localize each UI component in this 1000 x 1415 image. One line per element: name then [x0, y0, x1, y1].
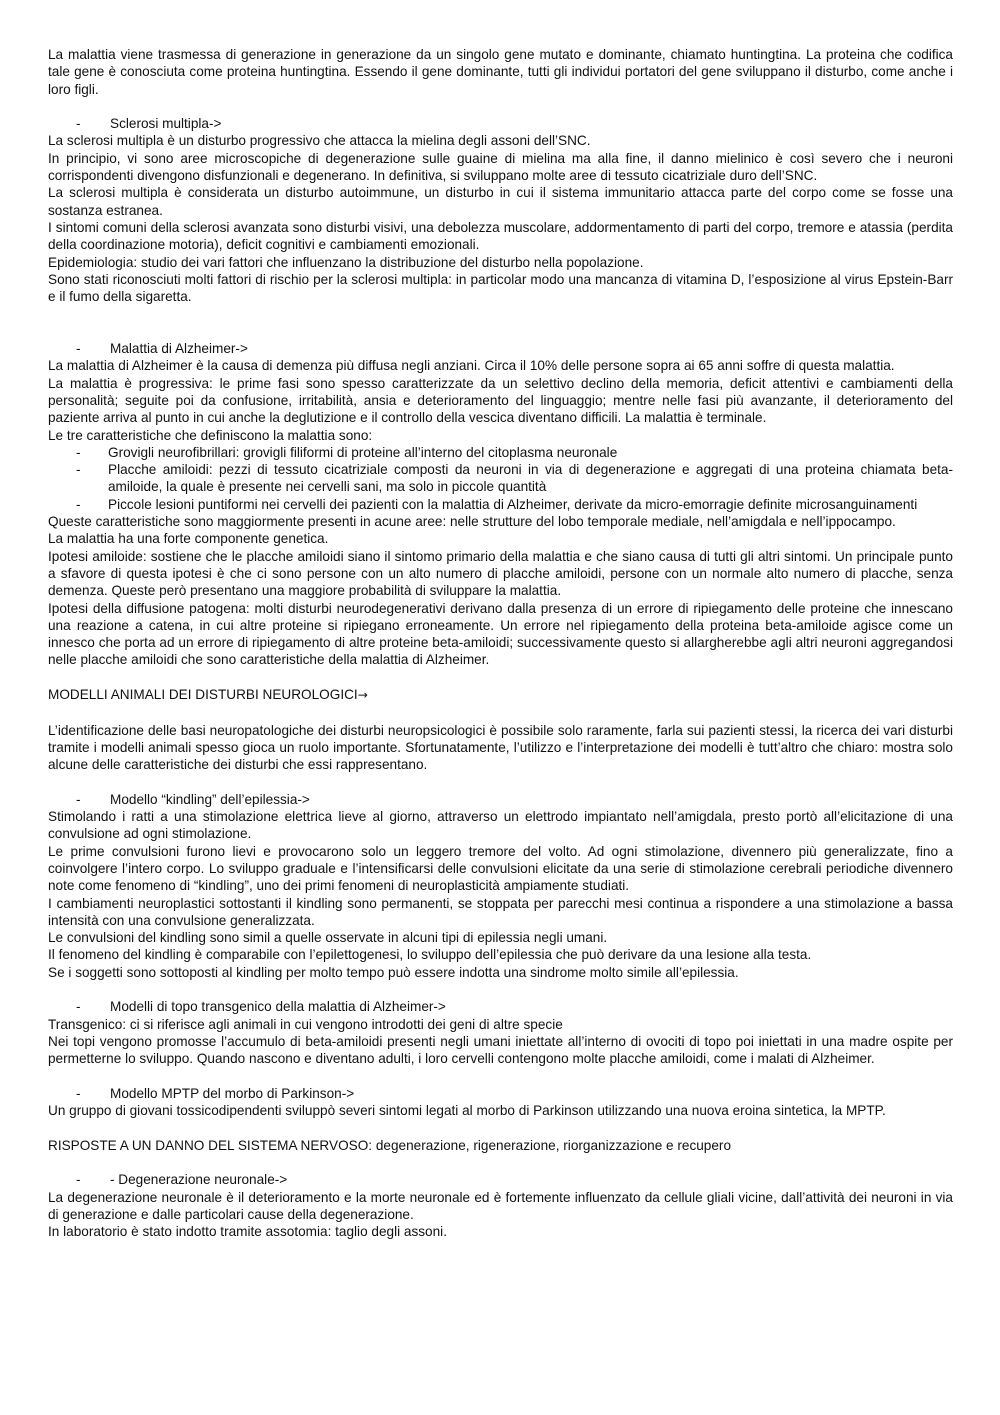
arrow-right-icon: → [357, 687, 368, 702]
paragraph: Un gruppo di giovani tossicodipendenti sviluppò severi sintomi legati al morbo di Parkinson utilizzando una nuova eroina sintetica, la MPTP. [48, 1103, 886, 1119]
bullet-text: Piccole lesioni puntiformi nei cervelli dei pazienti con la malattia di Alzheimer, derivate da micro-emorragie definite microsanguinamenti [108, 496, 918, 512]
subsection-heading [48, 998, 953, 1015]
paragraph: La malattia ha una forte componente genetica. [48, 531, 329, 547]
bullet-dash: - [76, 999, 81, 1015]
bullet-dash: - [76, 116, 81, 132]
bullet-text: Modelli di topo transgenico della malattia di Alzheimer-> [110, 999, 446, 1015]
section-heading-text: MODELLI ANIMALI DEI DISTURBI NEUROLOGICI [48, 686, 358, 702]
paragraph: Nei topi vengono promosse l’accumulo di beta-amiloidi presenti negli umani iniettate all’interno di ovociti di topo poi iniettati in una madre ospite per permetterne lo sviluppo. Quando nascono e diventano adulti, i loro cervelli contengono molte placche amiloidi, come i malati di Alzheimer. [48, 1033, 953, 1067]
section-heading-text: RISPOSTE A UN DANNO DEL SISTEMA NERVOSO: degenerazione, rigenerazione, riorganizzazione e recupero [48, 1137, 732, 1153]
bullet-item [48, 444, 953, 461]
spacer [48, 773, 953, 790]
bullet-item [48, 461, 953, 496]
paragraph: Epidemiologia: studio dei vari fattori che influenzano la distribuzione del disturbo nella popolazione. [48, 254, 644, 270]
bullet-text: Modello MPTP del morbo di Parkinson-> [110, 1085, 355, 1101]
bullet-text: Malattia di Alzheimer-> [110, 341, 248, 357]
paragraph: Se i soggetti sono sottoposti al kindling per molto tempo può essere indotta una sindrome molto simile all’epilessia. [48, 964, 739, 980]
paragraph: Ipotesi della diffusione patogena: molti disturbi neurodegenerativi derivano dalla presenza di un errore di ripiegamento delle proteine che innescano una reazione a catena, in cui altre proteine si ripiegano erroneamente. Un errore nel ripiegamento della proteina beta-amiloide agisce come un innesco che porta ad un errore di ripiegamento di altre proteine beta-amiloidi; successivamente questo si allargherebbe agli altri neuroni aggregandosi nelle placche amiloidi che sono caratteristiche della malattia di Alzheimer. [48, 600, 953, 668]
bullet-dash: - [76, 341, 81, 357]
spacer [48, 1068, 953, 1085]
spacer [48, 1154, 953, 1171]
bullet-text: Sclerosi multipla-> [110, 116, 222, 132]
bullet-dash: - [76, 1172, 81, 1188]
spacer [48, 305, 953, 340]
paragraph: Le tre caratteristiche che definiscono la malattia sono: [48, 427, 373, 443]
subsection-heading [48, 1085, 953, 1102]
document-page [48, 46, 953, 1240]
paragraph: Sono stati riconosciuti molti fattori di rischio per la sclerosi multipla: in particolar modo una mancanza di vitamina D, l’esposizione al virus Epstein-Barr e il fumo della sigaretta. [48, 271, 953, 305]
subsection-heading [48, 791, 953, 808]
paragraph: Le convulsioni del kindling sono simil a quelle osservate in alcuni tipi di epilessia negli umani. [48, 930, 608, 946]
bullet-dash: - [76, 791, 81, 807]
paragraph: La sclerosi multipla è considerata un disturbo autoimmune, un disturbo in cui il sistema immunitario attacca parte del corpo come se fosse una sostanza estranea. [48, 185, 953, 218]
paragraph: Ipotesi amiloide: sostiene che le placche amiloidi siano il sintomo primario della malattia e che siano causa di tutti gli altri sintomi. Un principale punto a sfavore di questa ipotesi è che ci sono persone con un alto numero di placche amiloidi, persone con un normale alto numero di placche, senza demenza. Queste però presentano una maggiore probabilità di sviluppare la malattia. [48, 548, 953, 599]
bullet-text: Modello “kindling” dell’epilessia-> [110, 791, 310, 807]
paragraph: In laboratorio è stato indotto tramite assotomia: taglio degli assoni. [48, 1224, 447, 1240]
subsection-heading [48, 1171, 953, 1188]
paragraph: In principio, vi sono aree microscopiche di degenerazione sulle guaine di mielina ma alla fine, il danno mielinico è così severo che i neuroni corrispondenti divengono disfunzionali e degenerano. In definitiva, si sviluppano molte aree di tessuto cicatriziale duro dell’SNC. [48, 150, 953, 184]
paragraph: L’identificazione delle basi neuropatologiche dei disturbi neuropsicologici è possibile solo raramente, farla sui pazienti stessi, la ricerca dei vari disturbi tramite i modelli animali spesso gioca un ruolo importante. Sfortunatamente, l’utilizzo e l’interpretazione dei modelli è tutt’altro che chiaro: mostra solo alcune delle caratteristiche dei disturbi che essi rappresentano. [48, 722, 953, 773]
bullet-item [48, 496, 953, 513]
section-heading [48, 1137, 953, 1154]
bullet-dash: - [76, 444, 81, 460]
bullet-dash: - [76, 462, 81, 478]
paragraph: La degenerazione neuronale è il deterioramento e la morte neuronale ed è fortemente influenzato da cellule gliali vicine, dall’attività dei neuroni in via di generazione e dalle particolari cause della degenerazione. [48, 1189, 953, 1222]
spacer [48, 981, 953, 998]
paragraph: I cambiamenti neuroplastici sottostanti il kindling sono permanenti, se stoppata per parecchi mesi continua a rispondere a una stimolazione a bassa intensità con una convulsione generalizzata. [48, 895, 953, 928]
paragraph: La sclerosi multipla è un disturbo progressivo che attacca la mielina degli assoni dell’SNC. [48, 133, 591, 149]
paragraph: Stimolando i ratti a una stimolazione elettrica lieve al giorno, attraverso un elettrodo impiantato nell’amigdala, presto portò all’elicitazione di una convulsione ad ogni stimolazione. [48, 809, 953, 842]
bullet-dash: - [76, 1085, 81, 1101]
spacer [48, 98, 953, 115]
paragraph: I sintomi comuni della sclerosi avanzata sono disturbi visivi, una debolezza muscolare, addormentamento di parti del corpo, tremore e atassia (perdita della coordinazione motoria), deficit cognitivi e cambiamenti emozionali. [48, 219, 953, 253]
paragraph: Le prime convulsioni furono lievi e provocarono solo un leggero tremore del volto. Ad ogni stimolazione, divennero più generalizzate, fino a coinvolgere l’intero corpo. Lo sviluppo graduale e l’intensificarsi delle convulsioni elicitate da una serie di stimolazione cerebrali periodiche divennero note come fenomeno di “kindling”, uno dei primi fenomeni di neuroplasticità ampiamente studiati. [48, 843, 953, 894]
paragraph: Queste caratteristiche sono maggiormente presenti in acune aree: nelle strutture del lobo temporale mediale, nell’amigdala e nell’ippocampo. [48, 514, 896, 530]
paragraph: La malattia di Alzheimer è la causa di demenza più diffusa negli anziani. Circa il 10% delle persone sopra ai 65 anni soffre di questa malattia. [48, 358, 895, 374]
paragraph: Il fenomeno del kindling è comparabile con l’epilettogenesi, lo sviluppo dell’epilessia che può derivare da una lesione alla testa. [48, 947, 812, 963]
subsection-heading [48, 340, 953, 357]
spacer [48, 704, 953, 721]
paragraph: La malattia viene trasmessa di generazione in generazione da un singolo gene mutato e dominante, chiamato huntingtina. La proteina che codifica tale gene è conosciuta come proteina huntingtina. Essendo il gene dominante, tutti gli individui portatori del gene sviluppano il disturbo, come anche i loro figli. [48, 47, 953, 97]
bullet-dash: - [76, 496, 81, 512]
bullet-text: Grovigli neurofibrillari: grovigli filiformi di proteine all’interno del citoplasma neuronale [108, 444, 618, 460]
paragraph: La malattia è progressiva: le prime fasi sono spesso caratterizzate da un selettivo declino della memoria, deficit attentivi e cambiamenti della personalità; seguite poi da confusione, irritabilità, ansia e deterioramento del linguaggio; mentre nelle fasi più avanzante, il deterioramento del paziente arriva al punto in cui anche la deglutizione e il controllo della vescica diventano difficili. La malattia è terminale. [48, 375, 953, 426]
bullet-text: Placche amiloidi: pezzi di tessuto cicatriziale composti da neuroni in via di degenerazione e aggregati di una proteina chiamata beta-amiloide, la quale è presente nei cervelli sani, ma solo in piccole quantità [108, 462, 953, 495]
spacer [48, 1119, 953, 1136]
bullet-text: - Degenerazione neuronale-> [110, 1172, 288, 1188]
spacer [48, 669, 953, 686]
subsection-heading [48, 115, 953, 132]
paragraph: Transgenico: ci si riferisce agli animali in cui vengono introdotti dei geni di altre specie [48, 1016, 563, 1032]
section-heading [48, 686, 953, 704]
